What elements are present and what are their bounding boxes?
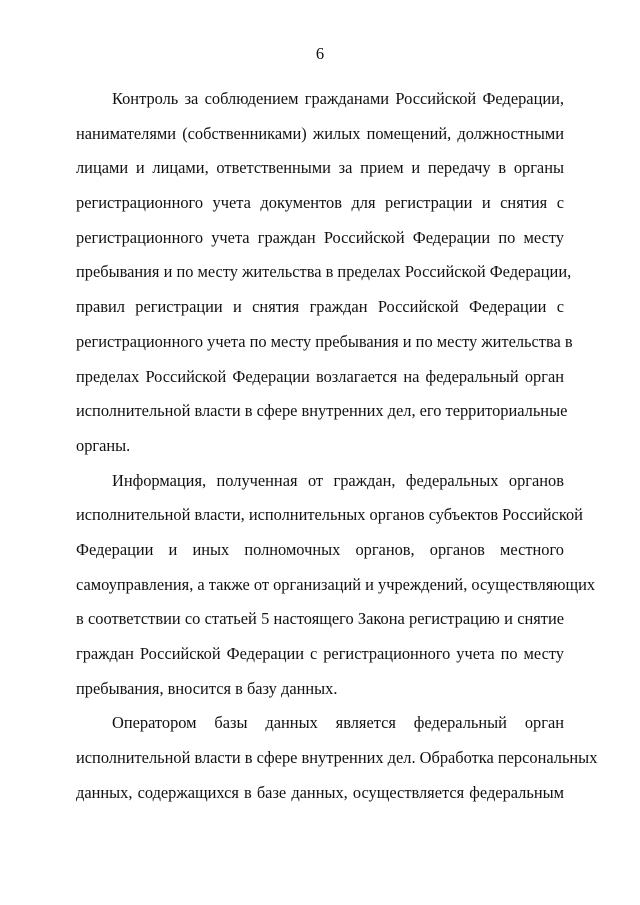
text-line: в соответствии со статьей 5 настоящего Закона регистрацию и снятие bbox=[76, 609, 564, 629]
text-line: граждан Российской Федерации с регистрационного учета по месту bbox=[76, 644, 564, 663]
text-line: регистрационного учета граждан Российской Федерации по месту bbox=[76, 227, 564, 247]
text-line: данных, содержащихся в базе данных, осуществляется федеральным bbox=[76, 782, 564, 802]
paragraph-1 bbox=[76, 82, 573, 464]
text-line: пребывания и по месту жительства в пределах Российской Федерации, bbox=[76, 262, 572, 282]
text-line: Оператором базы данных является федеральный орган bbox=[112, 713, 564, 733]
text-line: исполнительной власти, исполнительных органов субъектов Российской bbox=[76, 505, 583, 525]
text-line: правил регистрации и снятия граждан Российской Федерации с bbox=[76, 297, 564, 317]
paragraph-3 bbox=[76, 706, 598, 810]
text-line: Федерации и иных полномочных органов, органов местного bbox=[76, 539, 564, 559]
text-line: регистрационного учета документов для регистрации и снятия с bbox=[76, 193, 564, 213]
text-line: Информация, полученная от граждан, федеральных органов bbox=[112, 470, 564, 490]
text-line: исполнительной власти в сфере внутренних дел. Обработка персональных bbox=[76, 748, 598, 768]
text-line: регистрационного учета по месту пребывания и по месту жительства в bbox=[76, 331, 573, 351]
page-number: 6 bbox=[315, 44, 325, 63]
paragraph-2 bbox=[76, 464, 596, 707]
text-line: пребывания, вносится в базу данных. bbox=[76, 678, 338, 698]
document-body bbox=[76, 82, 598, 810]
text-line: органы. bbox=[76, 435, 131, 455]
text-line: нанимателями (собственниками) жилых помещений, должностными bbox=[76, 123, 564, 143]
text-line: Контроль за соблюдением гражданами Российской Федерации, bbox=[112, 89, 564, 108]
text-line: пределах Российской Федерации возлагается на федеральный орган bbox=[76, 366, 564, 386]
text-line: лицами и лицами, ответственными за прием и передачу в органы bbox=[76, 158, 564, 178]
text-line: самоуправления, а также от организаций и учреждений, осуществляющих bbox=[76, 574, 596, 594]
text-line: исполнительной власти в сфере внутренних дел, его территориальные bbox=[76, 401, 568, 421]
